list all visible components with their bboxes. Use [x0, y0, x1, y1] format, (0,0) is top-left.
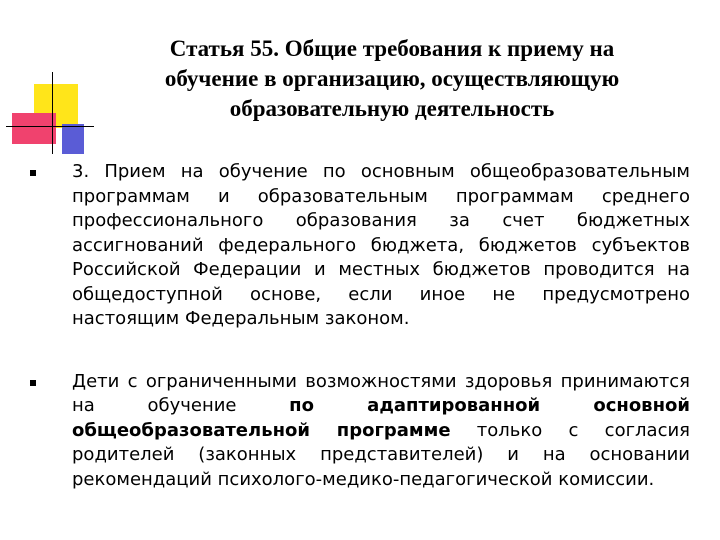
paragraph-admission: 3. Прием на обучение по основным общеобразовательным программам и образовательным программам среднего профессионального образования за счет бюджетных ассигнований федерального бюджета, бюджетов субъектов Российской Федерации и местных бюджетов проводится на общедоступной основе, если иное не предусмотрено настоящим Федеральным законом. [72, 161, 690, 329]
title-line-1: Статья 55. Общие требования к приему на [169, 36, 615, 61]
list-item [30, 160, 694, 332]
decor-vertical-line [52, 72, 53, 154]
list-item [30, 370, 694, 493]
paragraph-text-start: Дети с ограниченными возможностями здоровья принимаются на обучение [72, 370, 690, 416]
bullet-icon [30, 380, 36, 386]
paragraph-text-bold: по адаптированной основной общеобразовательной программе [72, 395, 690, 441]
title-line-2: обучение в организацию, осуществляющую [164, 66, 620, 91]
decor-pink-square [12, 113, 56, 144]
bullet-list [30, 160, 694, 492]
paragraph-disabled-children [72, 370, 690, 493]
slide-title [112, 34, 672, 124]
decor-blue-square [62, 124, 84, 154]
decor-horizontal-line [6, 126, 94, 127]
bullet-icon [30, 170, 36, 176]
paragraph-text-end: только с согласия родителей (законных представителей) и на основании рекомендаций психолого-медико-педагогической комиссии. [72, 419, 690, 490]
title-line-3: образовательную деятельность [229, 96, 555, 121]
